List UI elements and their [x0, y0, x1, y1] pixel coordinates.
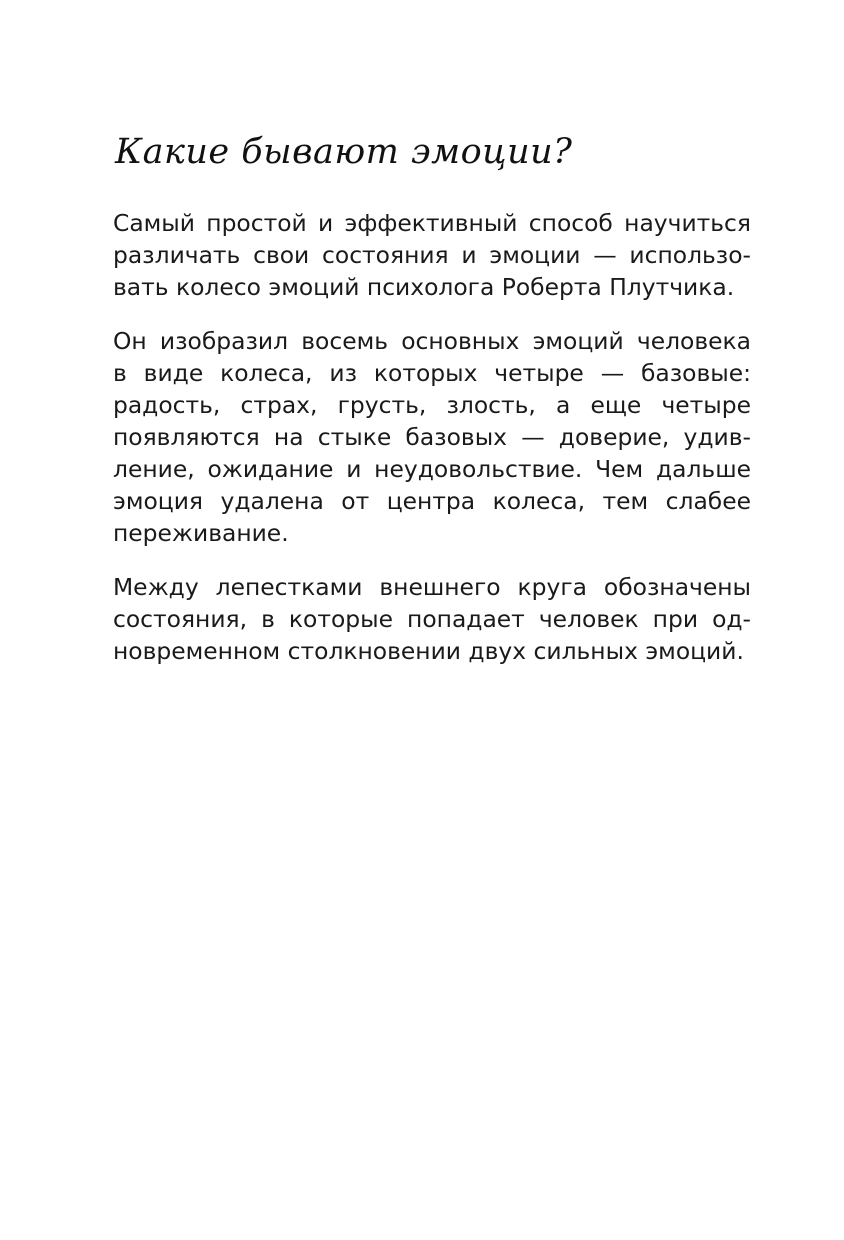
paragraph-gap	[113, 303, 751, 325]
paragraph-3	[113, 571, 751, 667]
paragraph-gap	[113, 549, 751, 571]
text-line: эмоция удалена от центра колеса, тем слабее	[113, 487, 751, 515]
text-line: появляются на стыке базовых — доверие, удив-	[113, 423, 751, 451]
text-line: Он изобразил восемь основных эмоций человека	[113, 327, 751, 355]
paragraph-2	[113, 325, 751, 549]
paragraph-1	[113, 207, 751, 303]
text-line: радость, страх, грусть, злость, а еще четыре	[113, 391, 751, 419]
page-title: Какие бывают эмоции?	[115, 132, 573, 172]
body-text	[113, 207, 751, 667]
text-line: Самый простой и эффективный способ научиться	[113, 209, 751, 237]
text-line: переживание.	[113, 519, 289, 547]
text-line: новременном столкновении двух сильных эмоций.	[113, 637, 744, 665]
text-line: Между лепестками внешнего круга обозначены	[113, 573, 751, 601]
text-line: различать свои состояния и эмоции — использо-	[113, 241, 751, 269]
text-line: ление, ожидание и неудовольствие. Чем дальше	[113, 455, 751, 483]
text-line: вать колесо эмоций психолога Роберта Плутчика.	[113, 273, 735, 301]
text-line: состояния, в которые попадает человек при од-	[113, 605, 751, 633]
text-line: в виде колеса, из которых четыре — базовые:	[113, 359, 751, 387]
